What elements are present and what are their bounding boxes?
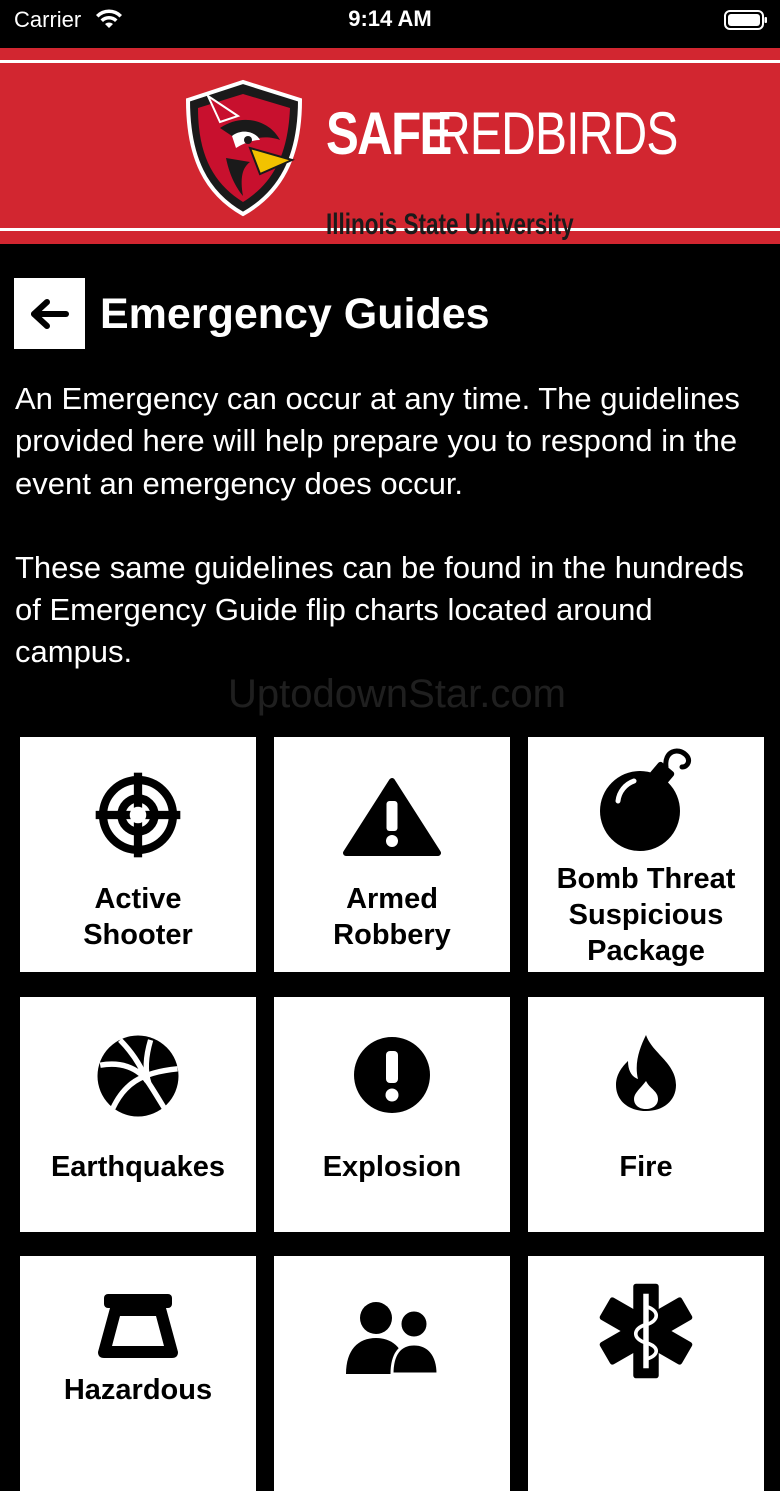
tile-label: Earthquakes [50,1151,226,1183]
tile-people[interactable] [274,1256,510,1491]
intro-paragraph-2: These same guidelines can be found in the hundreds of Emergency Guide flip charts located around campus. [15,549,744,670]
tile-label: Explosion [322,1151,462,1183]
tile-label: Armed Robbery [333,883,451,951]
arrow-left-icon [30,298,70,330]
warning-icon [342,777,442,857]
brand-safe-text: SAFE [326,100,451,167]
tile-active-shooter[interactable] [20,737,256,972]
tile-explosion[interactable] [274,997,510,1232]
page-title: Emergency Guides [100,290,490,338]
intro-paragraph-1: An Emergency can occur at any time. The guidelines provided here will help prepare you to respond in the event an emergency does occur. [15,381,740,501]
star-of-life-icon [596,1276,696,1386]
battery-icon [724,9,768,31]
globe-icon [88,1031,188,1121]
brand-university-text: Illinois State University [326,208,574,241]
tile-medical[interactable] [528,1256,764,1491]
watermark: UptodownStar.com [228,672,566,716]
tile-earthquakes[interactable] [20,997,256,1232]
banner-stripe-top [0,60,780,63]
tile-label: Active Shooter [83,883,193,951]
tile-bomb-threat[interactable] [528,737,764,972]
tile-fire[interactable] [528,997,764,1232]
brand-redbirds-text: REDBIRDS [436,100,678,167]
container-icon [88,1290,188,1360]
back-button[interactable] [14,278,85,349]
exclamation-icon [342,1035,442,1115]
redbird-logo-icon [180,78,306,218]
flame-icon [596,1033,696,1113]
people-icon [342,1294,442,1374]
tile-armed-robbery[interactable] [274,737,510,972]
crosshair-icon [88,769,188,861]
tile-label: Fire [619,1151,673,1183]
tile-hazardous[interactable] [20,1256,256,1491]
tile-label: Hazardous [63,1374,213,1406]
status-time: 9:14 AM [348,6,432,31]
carrier-label: Carrier [14,7,82,32]
bomb-icon [596,743,696,855]
tile-label: Bomb Threat Suspicious Package [556,863,736,967]
status-bar [0,0,780,44]
intro-text [15,378,770,674]
app-banner [0,48,780,244]
